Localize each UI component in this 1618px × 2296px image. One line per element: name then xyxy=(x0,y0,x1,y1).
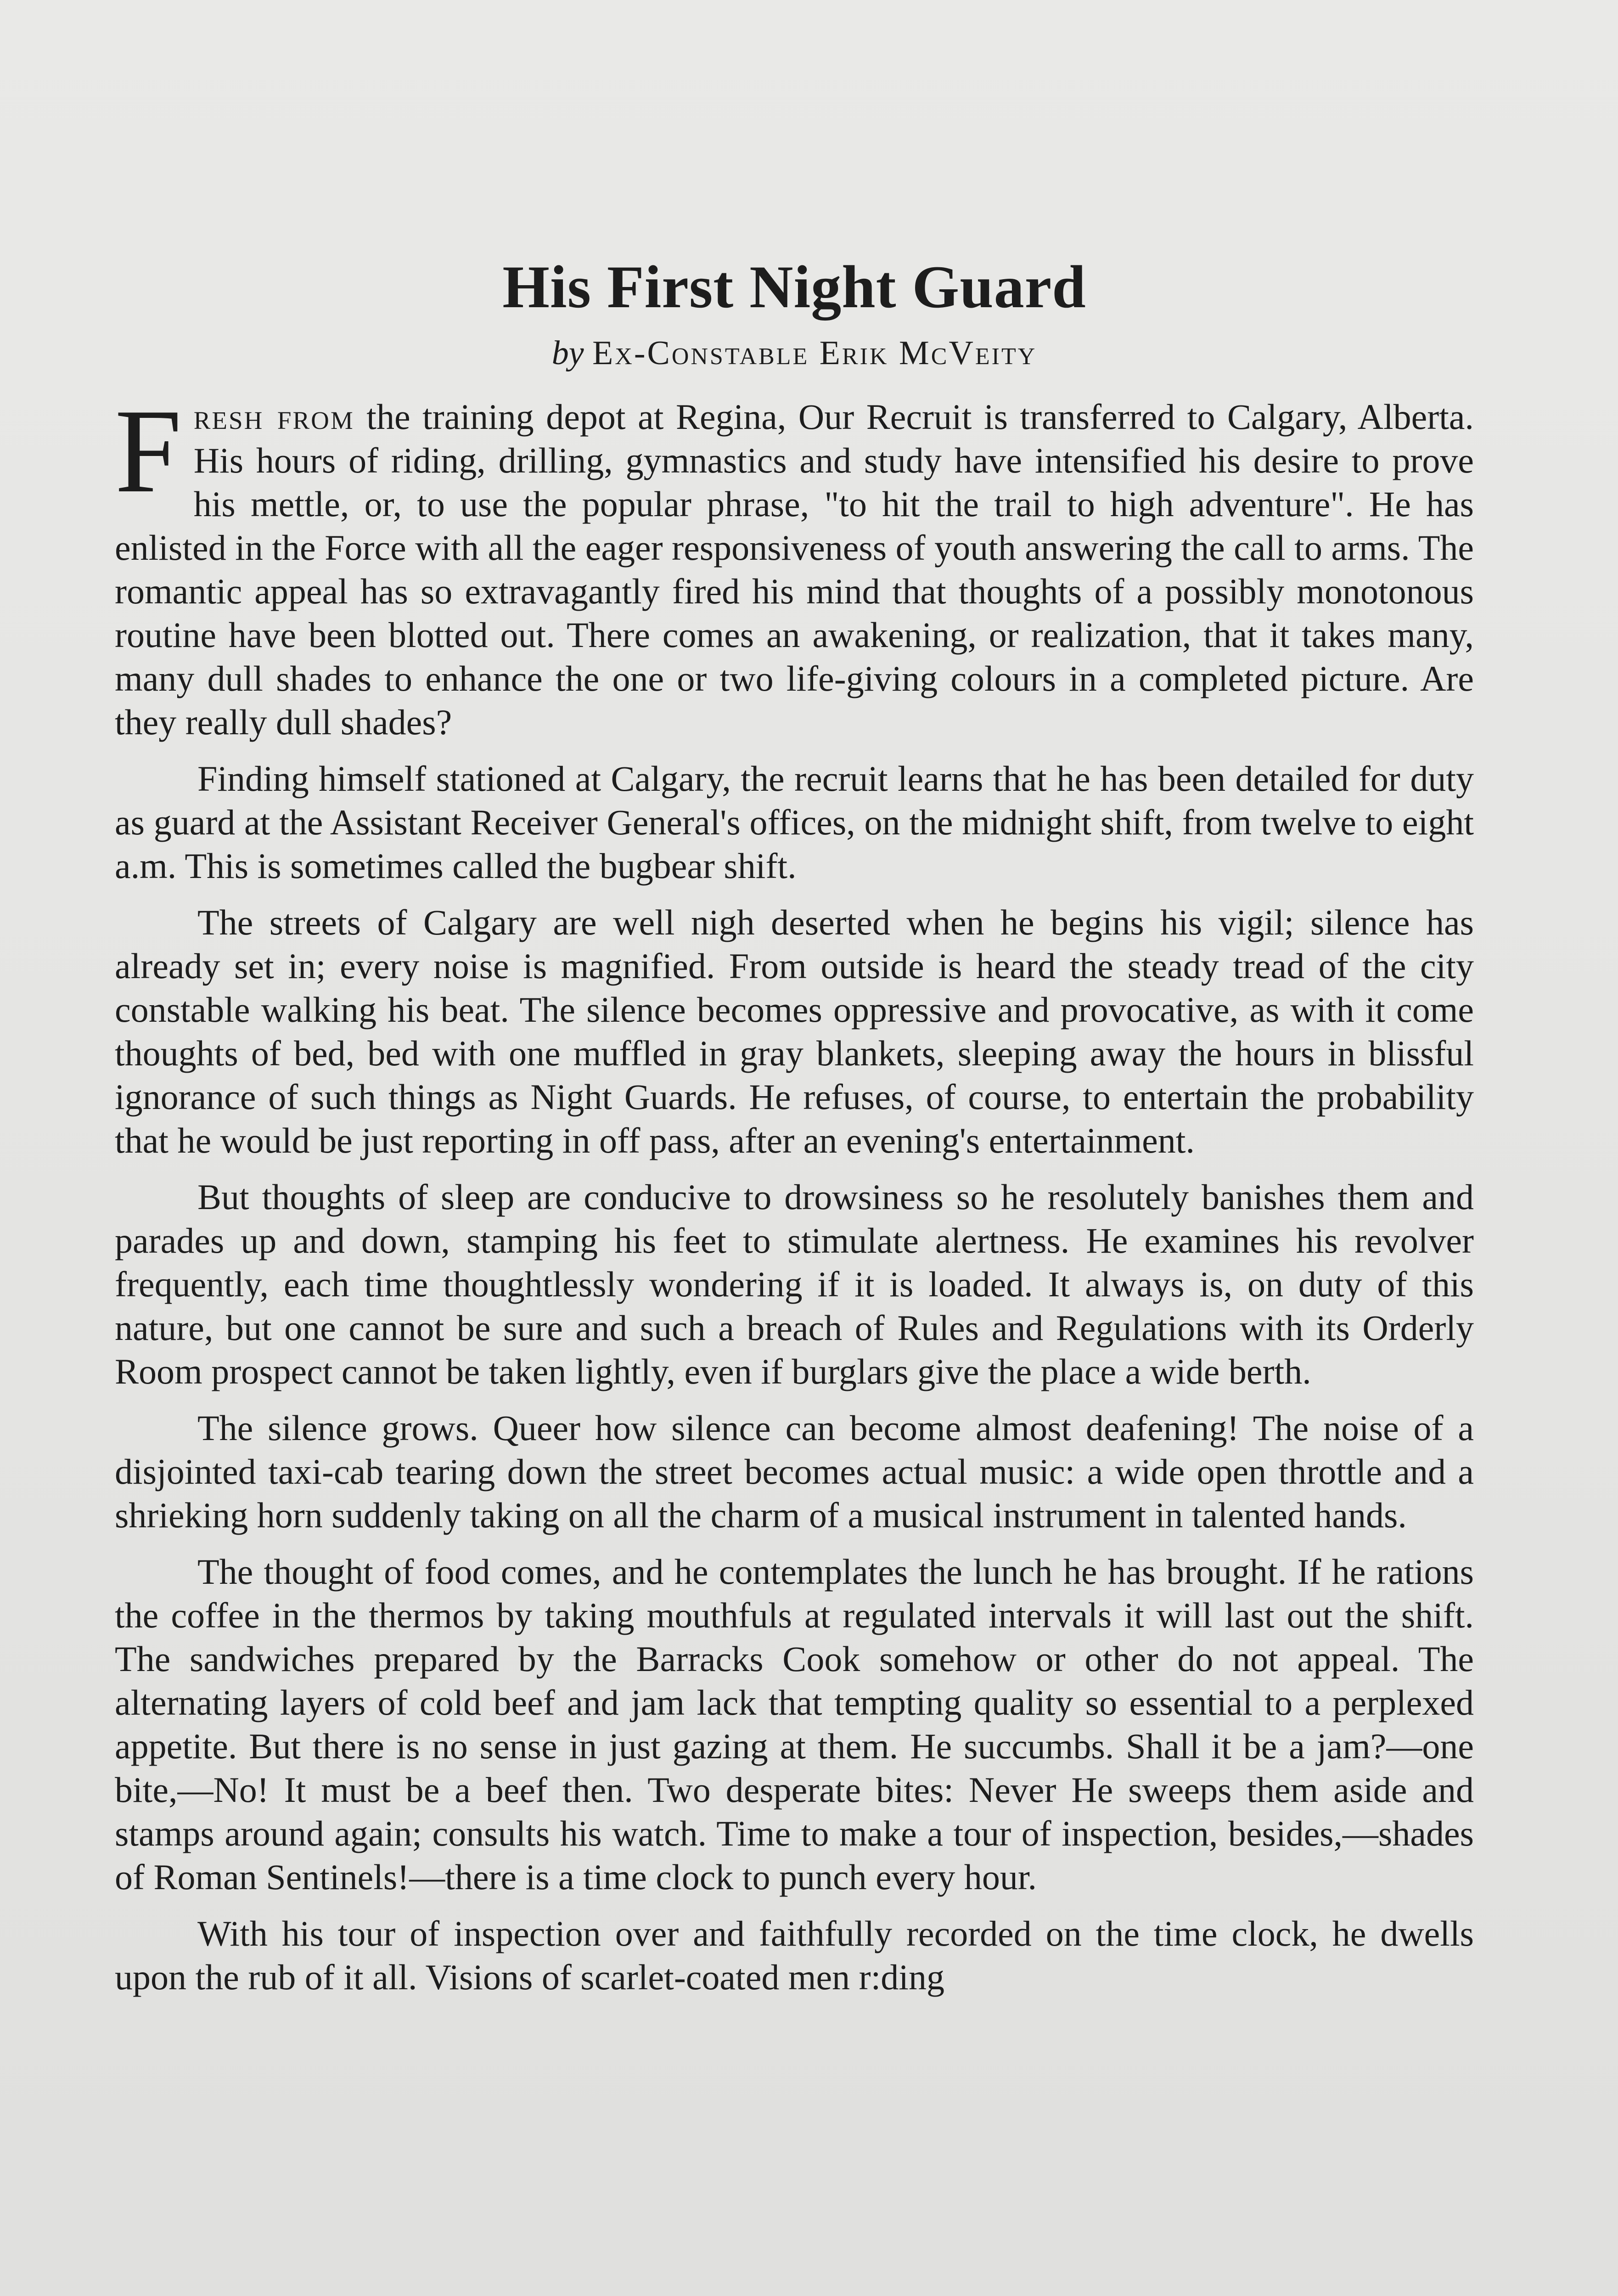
paragraph-2: Finding himself stationed at Calgary, the recruit learns that he has been detailed for duty as guard at the Assistant Receiver General's offices, on the midnight shift, from twelve to eight a.m. This is sometimes called the bugbear shift. xyxy=(115,759,1474,886)
article xyxy=(115,248,1474,2012)
paragraph-1-text: the training depot at Regina, Our Recruit is transferred to Calgary, Alberta. His hours of riding, drilling, gymnastics and study have intensified his desire to prove his mettle, or, to use the popular phrase, "to hit the trail to high adventure". He has enlisted in the Force with all the eager responsiveness of youth answering the call to arms. The romantic appeal has so extravagantly fired his mind that thoughts of a possibly monotonous routine have been blotted out. There comes an awakening, or realization, that it takes many, many dull shades to enhance the one or two life-giving colours in a completed picture. Are they really dull shades? xyxy=(115,397,1474,742)
paragraph-5: The silence grows. Queer how silence can become almost deafening! The noise of a disjointed taxi-cab tearing down the street becomes actual music: a wide open throttle and a shrieking horn suddenly taking on all the charm of a musical instrument in talented hands. xyxy=(115,1408,1474,1535)
drop-cap: F xyxy=(115,384,182,518)
byline xyxy=(115,328,1474,378)
lead-words: resh from xyxy=(193,397,354,437)
author-name: Ex-Constable Erik McVeity xyxy=(592,334,1037,372)
byline-prefix: by xyxy=(551,334,584,372)
article-title: His First Night Guard xyxy=(502,253,1086,321)
paragraph-1 xyxy=(115,384,1474,744)
paragraph-7: With his tour of inspection over and faithfully recorded on the time clock, he dwells upon the rub of it all. Visions of scarlet-coated men r:ding xyxy=(115,1913,1474,1997)
paragraph-6: The thought of food comes, and he contemplates the lunch he has brought. If he rations the coffee in the thermos by taking mouthfuls at regulated intervals it will last out the shift. The sandwiches prepared by the Barracks Cook somehow or other do not appeal. The alternating layers of cold beef and jam lack that tempting quality so essential to a perplexed appetite. But there is no sense in just gazing at them. He succumbs. Shall it be a jam?—one bite,—No! It must be a beef then. Two desperate bites: Never He sweeps them aside and stamps around again; consults his watch. Time to make a tour of inspection, besides,—shades of Roman Sentinels!—there is a time clock to punch every hour. xyxy=(115,1552,1474,1897)
paragraph-3: The streets of Calgary are well nigh deserted when he begins his vigil; silence has already set in; every noise is magnified. From outside is heard the steady tread of the city constable walking his beat. The silence becomes oppressive and provocative, as with it come thoughts of bed, bed with one muffled in gray blankets, sleeping away the hours in blissful ignorance of such things as Night Guards. He refuses, of course, to entertain the probability that he would be just reporting in off pass, after an evening's entertainment. xyxy=(115,902,1474,1160)
article-body xyxy=(115,384,1474,1999)
paragraph-4: But thoughts of sleep are conducive to drowsiness so he resolutely banishes them and parades up and down, stamping his feet to stimulate alertness. He examines his revolver frequently, each time thoughtlessly wondering if it is loaded. It always is, on duty of this nature, but one cannot be sure and such a breach of Rules and Regulations with its Orderly Room prospect cannot be taken lightly, even if burglars give the place a wide berth. xyxy=(115,1177,1474,1391)
